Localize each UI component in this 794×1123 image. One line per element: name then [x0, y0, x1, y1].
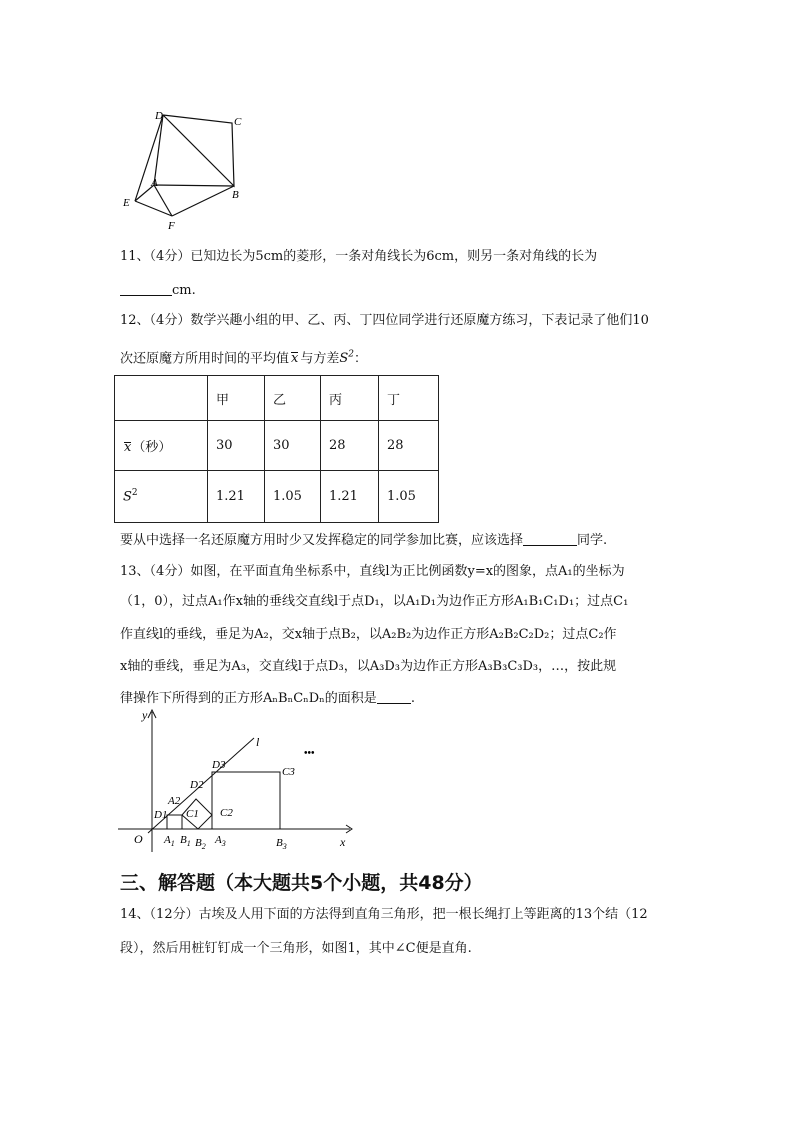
stats-table	[114, 375, 439, 523]
q14-line2: 段），然后用桩钉钉成一个三角形，如图1，其中∠C便是直角.	[120, 941, 472, 956]
label-B1: $B_1$	[180, 834, 191, 848]
label-B: B	[232, 189, 239, 201]
q13-line3: 作直线l的垂线，垂足为A₂，交x轴于点B₂，以A₂B₂为边作正方形A₂B₂C₂D₂；过点C₂作	[120, 627, 617, 642]
q11-line2	[120, 282, 196, 300]
mean-bing: 28	[321, 421, 379, 471]
label-A3: $A_3$	[215, 834, 226, 848]
label-A1: $A_1$	[164, 834, 175, 848]
q12-line2-end: ：	[354, 351, 368, 367]
q13-line5: 律操作下所得到的正方形AₙBₙCₙDₙ的面积是 .	[120, 691, 415, 706]
table-header-jia: 甲	[208, 376, 265, 421]
var-jia: 1.21	[208, 471, 265, 523]
axis-y-label: y	[142, 708, 148, 722]
label-C3: C3	[282, 766, 295, 778]
label-B2: $B_2$	[195, 837, 206, 851]
q11-unit: cm.	[172, 283, 196, 298]
label-C1: C1	[186, 808, 199, 820]
var-yi: 1.05	[265, 471, 321, 523]
q13-line4: x轴的垂线，垂足为A₃，交直线l于点D₃，以A₃D₃为边作正方形A₃B₃C₃D₃，…，按此规	[120, 659, 617, 674]
mean-row-label: x （秒）	[115, 421, 208, 471]
table-header-empty	[115, 376, 208, 421]
label-D2: D2	[190, 779, 204, 791]
s-symbol: $S^2$	[339, 350, 355, 367]
square-3	[212, 772, 280, 829]
table-header-row	[115, 376, 439, 421]
label-A2: A2	[168, 795, 181, 807]
label-C2: C2	[220, 807, 233, 819]
var-bing: 1.21	[321, 471, 379, 523]
label-D1: D1	[154, 809, 168, 821]
table-header-yi: 乙	[265, 376, 321, 421]
table-header-bing: 丙	[321, 376, 379, 421]
q12-after-table: 要从中选择一名还原魔方用时少又发挥稳定的同学参加比赛，应该选择 同学.	[120, 533, 608, 548]
mean-jia: 30	[208, 421, 265, 471]
q12-line2	[120, 346, 367, 368]
axis-x-label: x	[340, 835, 346, 849]
label-C: C	[234, 116, 242, 128]
ellipsis-dots: •••	[304, 748, 315, 759]
label-F: F	[168, 220, 175, 232]
label-D: D	[155, 110, 163, 122]
q12-line2-mid: 与方差	[300, 351, 340, 367]
label-D3: D3	[212, 759, 226, 771]
xbar-symbol: x	[291, 351, 299, 367]
table-row-variance	[115, 471, 439, 523]
section3-title: 三、解答题（本大题共5个小题，共48分）	[120, 872, 483, 894]
origin-label: O	[134, 832, 143, 846]
q12-line1: 12、（4分）数学兴趣小组的甲、乙、丙、丁四位同学进行还原魔方练习，下表记录了他们10	[120, 313, 649, 328]
mean-yi: 30	[265, 421, 321, 471]
rhombus-square-figure	[115, 105, 255, 235]
q13-line1: 13、（4分）如图，在平面直角坐标系中，直线l为正比例函数y=x的图象，点A₁的坐标为	[120, 564, 625, 579]
q13-answer-blank	[377, 691, 411, 704]
label-A: A	[151, 177, 158, 189]
var-ding: 1.05	[379, 471, 439, 523]
variance-row-label: $S^2$	[115, 471, 208, 523]
coordinate-squares-figure	[118, 706, 363, 854]
table-row-mean	[115, 421, 439, 471]
q13-line2: （1，0），过点A₁作x轴的垂线交直线l于点D₁，以A₁D₁为边作正方形A₁B₁C₁D₁；过点C₁	[120, 594, 629, 609]
q12-line2-text: 次还原魔方所用时间的平均值	[120, 351, 290, 367]
table-header-ding: 丁	[379, 376, 439, 421]
q11-answer-blank	[120, 283, 172, 296]
square-1	[167, 815, 182, 829]
q12-answer-blank	[523, 533, 577, 546]
q14-line1: 14、（12分）古埃及人用下面的方法得到直角三角形，把一根长绳打上等距离的13个结（12	[120, 907, 648, 922]
mean-ding: 28	[379, 421, 439, 471]
line-l-label: l	[256, 735, 260, 749]
q11-line1: 11、（4分）已知边长为5cm的菱形，一条对角线长为6cm，则另一条对角线的长为	[120, 249, 598, 264]
label-B3: $B_3$	[276, 837, 287, 851]
label-E: E	[123, 197, 130, 209]
